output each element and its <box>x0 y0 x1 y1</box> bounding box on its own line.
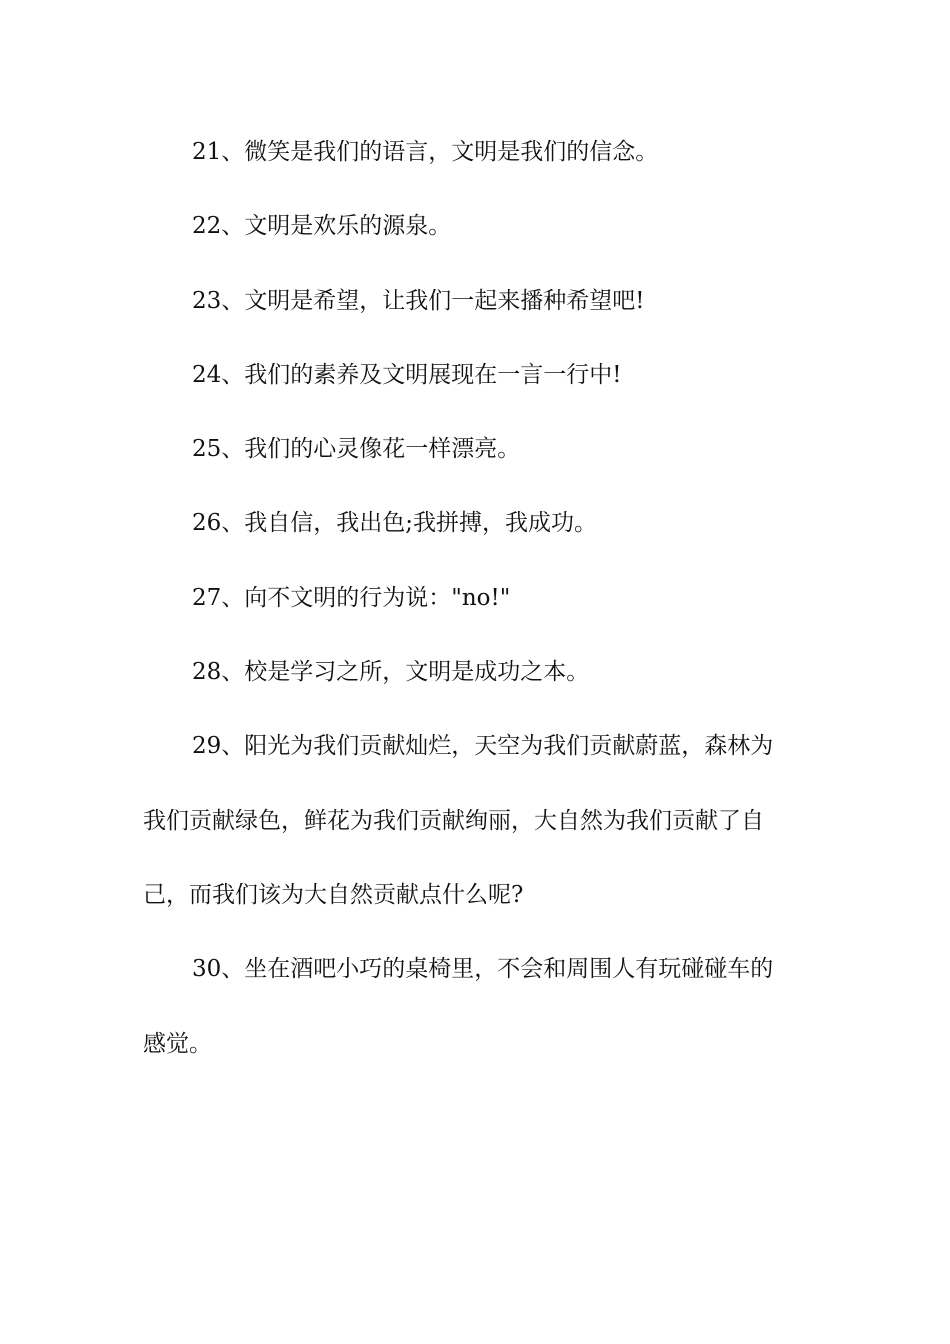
slogan-22: 22、文明是欢乐的源泉。 <box>192 213 452 240</box>
slogan-21: 21、微笑是我们的语言，文明是我们的信念。 <box>192 139 659 165</box>
slogan-28: 28、校是学习之所，文明是成功之本。 <box>192 659 590 686</box>
slogan-25: 25、我们的心灵像花一样漂亮。 <box>192 436 521 463</box>
document-body <box>143 122 810 1088</box>
slogan-27: 27、向不文明的行为说："no!" <box>192 584 511 611</box>
slogan-29-line-2: 我们贡献绿色，鲜花为我们贡献绚丽，大自然为我们贡献了自 <box>143 807 764 834</box>
slogan-23: 23、文明是希望，让我们一起来播种希望吧! <box>192 287 645 314</box>
slogan-29-line-1: 29、阳光为我们贡献灿烂，天空为我们贡献蔚蓝，森林为 <box>192 733 774 760</box>
slogan-30-line-2: 感觉。 <box>143 1030 212 1057</box>
slogan-24: 24、我们的素养及文明展现在一言一行中! <box>192 361 622 388</box>
slogan-26: 26、我自信，我出色;我拼搏，我成功。 <box>192 510 598 537</box>
slogan-30-line-1: 30、坐在酒吧小巧的桌椅里，不会和周围人有玩碰碰车的 <box>192 956 774 983</box>
slogan-29-line-3: 己，而我们该为大自然贡献点什么呢? <box>143 881 524 908</box>
